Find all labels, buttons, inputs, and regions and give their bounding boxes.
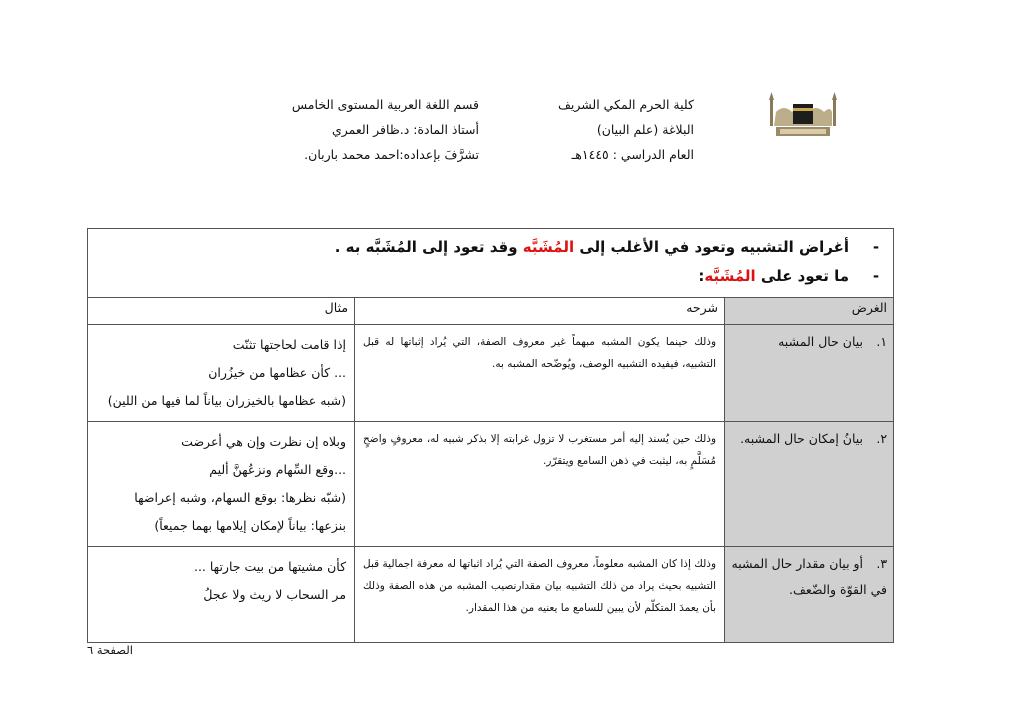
- table-row: [88, 547, 894, 643]
- table-header-row: [88, 298, 894, 325]
- example-cell: [88, 547, 355, 643]
- intro-text-a: ما تعود على: [755, 267, 850, 285]
- row-number: ٣.: [876, 556, 888, 571]
- example-cell: [88, 325, 355, 422]
- purpose-cell: [725, 325, 894, 422]
- bullet-dash: -: [872, 238, 880, 256]
- example-line: مر السحاب لا ريث ولا عجلُ: [203, 587, 347, 602]
- intro-highlight: المُشَبَّه: [704, 267, 756, 285]
- teacher-name: أستاذ المادة: د.ظافر العمري: [331, 122, 479, 137]
- example-line: وبلاه إن نظرت وإن هي أعرضت: [181, 434, 347, 449]
- example-line: (شبّه نظرها: بوقع السهام، وشبه إعراضها: [134, 490, 347, 505]
- example-line: ... كأن عظامها من خيزُران: [208, 365, 347, 380]
- column-header-explanation: شرحه: [355, 298, 725, 325]
- purpose-text: بيان حال المشبه: [778, 334, 864, 349]
- department-level: قسم اللغة العربية المستوى الخامس: [291, 97, 479, 112]
- intro-row: [88, 229, 894, 298]
- table-row: [88, 325, 894, 422]
- intro-cell: [88, 229, 894, 298]
- purpose-text: أو بيان مقدار حال المشبه في القوّة والضّعف.: [731, 556, 888, 597]
- example-cell: [88, 422, 355, 547]
- academic-year: العام الدراسي : ١٤٤٥هـ: [571, 147, 694, 162]
- explanation-cell: وذلك حين يُسند إليه أمر مستغرب لا تزول غرابته إلا بذكر شبيه له، معروفٍ واضحٍ مُسَلَّمٍ به، ليثبت في ذهن السامع ويتقرّر.: [355, 422, 725, 547]
- table-row: [88, 422, 894, 547]
- header-course: [219, 92, 479, 167]
- intro-highlight: المُشَبَّه: [522, 238, 575, 256]
- page-number: الصفحة ٦: [87, 643, 133, 657]
- example-line: بنزعها: بياناً لإمكان إيلامها بهما جميعاً): [154, 518, 347, 533]
- explanation-cell: وذلك حينما يكون المشبه مبهماً غير معروف الصفة، التي يُراد إثباتها له قبل التشبيه، فيفيده التشبيه الوصف، ويُوضّحه المشبه به.: [355, 325, 725, 422]
- row-number: ٢.: [876, 431, 888, 446]
- column-header-example: مثال: [88, 298, 355, 325]
- column-header-purpose: الغرض: [725, 298, 894, 325]
- kaaba-logo-icon: [766, 90, 840, 140]
- example-line: إذا قامت لحاجتها تثنّت: [232, 337, 347, 352]
- intro-text-a: أغراض التشبيه وتعود في الأغلب إلى: [574, 238, 850, 256]
- example-line: (شبه عظامها بالخيزران بياناً لما فيها من اللين): [107, 393, 347, 408]
- prepared-by: تشرَّفَ بإعداده:احمد محمد باربان.: [304, 147, 479, 162]
- row-number: ١.: [876, 334, 888, 349]
- explanation-cell: وذلك إذا كان المشبه معلوماً، معروف الصفة التي يُراد اثباتها له معرفة اجمالية قبل التشبيه بحيث يراد من ذلك التشبيه بيان مقدارنصيب المشبه من هذه الصفة وذلك بأن يعمدَ المتكلّم لأن يبين للسامع ما يعنيه من هذا المقدار.: [355, 547, 725, 643]
- intro-line-1: [94, 233, 887, 262]
- intro-line-2: [94, 262, 887, 291]
- intro-text-b: وقد تعود إلى المُشَبَّه به .: [334, 238, 523, 256]
- purpose-cell: [725, 547, 894, 643]
- example-line: كأن مشيتها من بيت جارتها ...: [193, 559, 347, 574]
- purposes-table: [87, 228, 894, 643]
- example-line: ...وقع السِّهام ونزعُهنَّ أليم: [209, 462, 347, 477]
- subject-name: البلاغة (علم البيان): [596, 122, 694, 137]
- bullet-dash: -: [872, 267, 880, 285]
- purpose-cell: [725, 422, 894, 547]
- purpose-text: بيانُ إمكان حال المشبه.: [740, 431, 864, 446]
- college-name: كلية الحرم المكي الشريف: [557, 97, 694, 112]
- intro-text-b: :: [698, 267, 705, 285]
